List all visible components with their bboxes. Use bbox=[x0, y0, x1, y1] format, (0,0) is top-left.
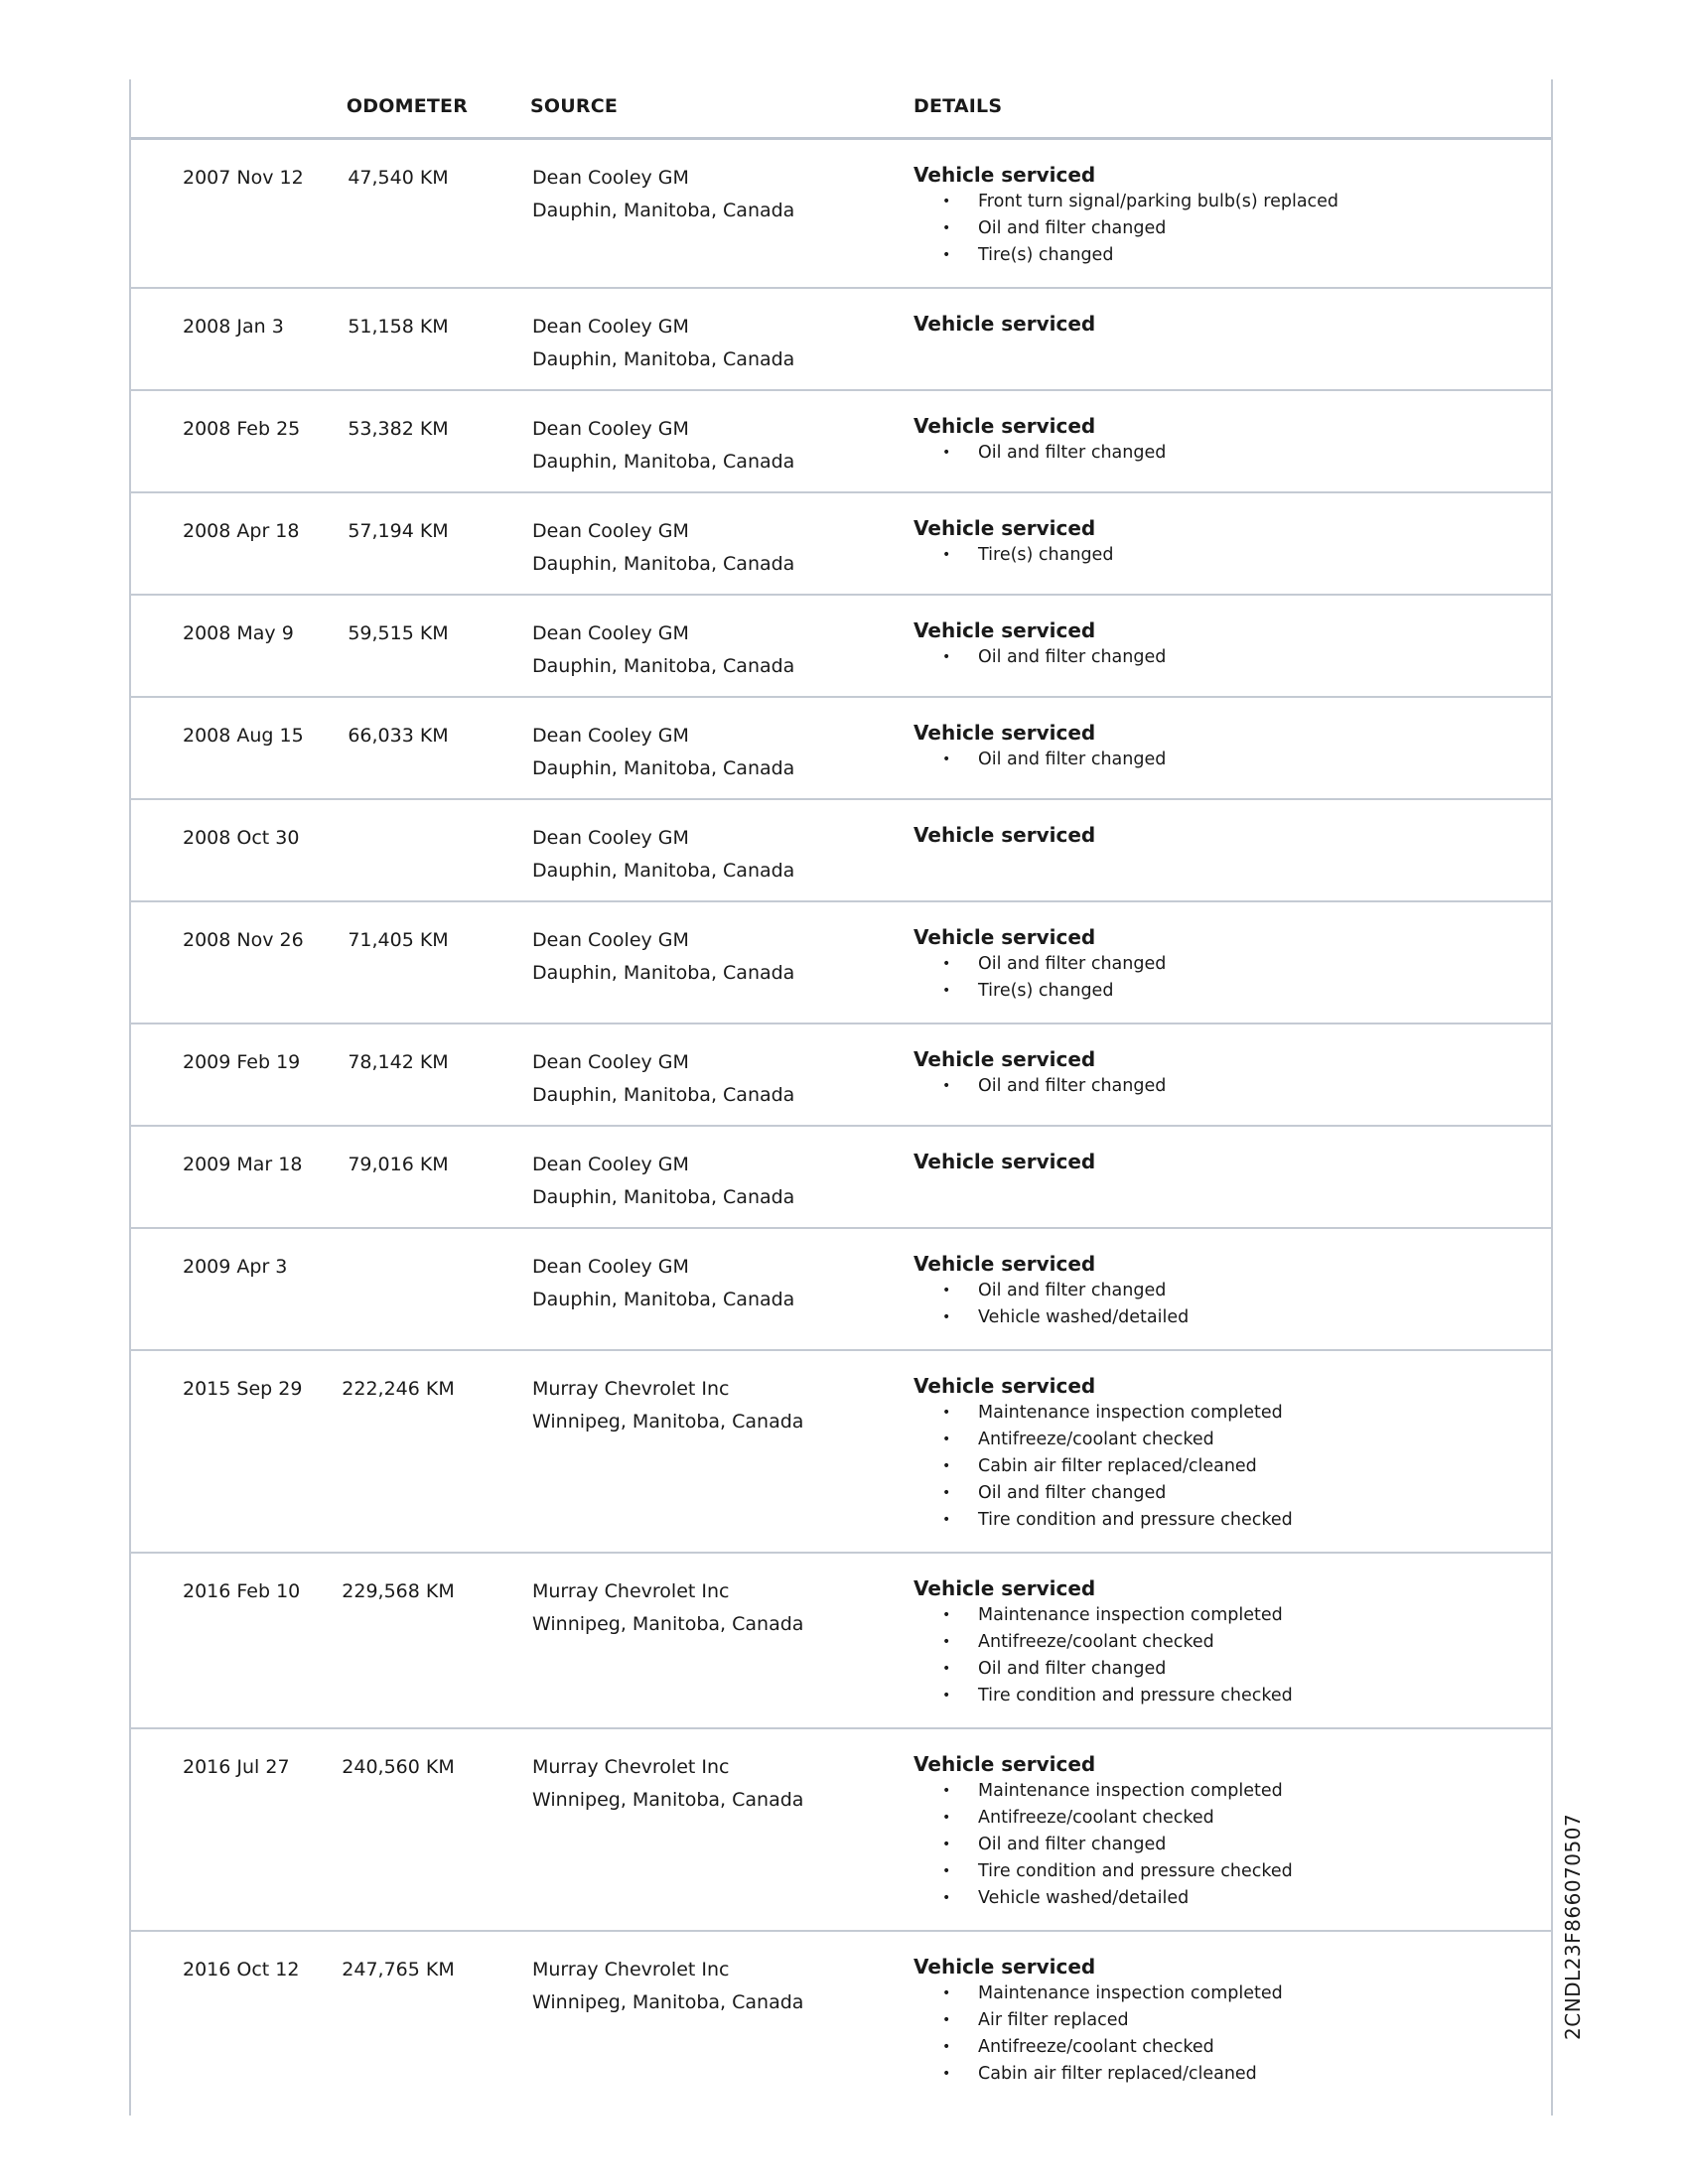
details-title: Vehicle serviced bbox=[914, 1252, 1096, 1276]
source-name: Dean Cooley GM bbox=[532, 167, 689, 189]
details-item-text: Oil and filter changed bbox=[978, 750, 1167, 769]
record-date: 2008 Feb 25 bbox=[183, 418, 301, 440]
record-details bbox=[914, 162, 1551, 269]
record-details bbox=[914, 1575, 1551, 1709]
bullet-icon: • bbox=[942, 956, 951, 972]
record-odometer: 51,158 KM bbox=[348, 316, 449, 338]
details-title: Vehicle serviced bbox=[914, 1955, 1096, 1979]
record-odometer: 59,515 KM bbox=[348, 622, 449, 644]
details-item-text: Antifreeze/coolant checked bbox=[978, 1808, 1214, 1828]
details-item-text: Tire(s) changed bbox=[978, 981, 1114, 1001]
record-details bbox=[914, 1751, 1551, 1912]
bullet-icon: • bbox=[942, 1810, 951, 1826]
table-row bbox=[131, 800, 1551, 902]
record-source bbox=[532, 311, 794, 376]
record-source bbox=[532, 822, 794, 887]
record-details bbox=[914, 617, 1551, 671]
bullet-icon: • bbox=[942, 1661, 951, 1677]
record-odometer: 247,765 KM bbox=[342, 1959, 455, 1980]
source-name: Murray Chevrolet Inc bbox=[532, 1378, 730, 1400]
record-odometer: 71,405 KM bbox=[348, 929, 449, 951]
record-details bbox=[914, 413, 1551, 467]
details-list-item bbox=[914, 1453, 1551, 1480]
details-list-item bbox=[914, 1805, 1551, 1832]
details-list bbox=[914, 189, 1551, 269]
source-location: Dauphin, Manitoba, Canada bbox=[532, 348, 795, 370]
table-row bbox=[131, 140, 1551, 289]
details-item-text: Vehicle washed/detailed bbox=[978, 1888, 1190, 1908]
details-list-item bbox=[914, 440, 1551, 467]
source-name: Dean Cooley GM bbox=[532, 1256, 689, 1278]
record-details bbox=[914, 720, 1551, 773]
record-details bbox=[914, 1251, 1551, 1331]
details-item-text: Tire condition and pressure checked bbox=[978, 1686, 1293, 1706]
details-list-item bbox=[914, 2034, 1551, 2061]
details-title: Vehicle serviced bbox=[914, 1150, 1096, 1173]
record-date: 2008 Aug 15 bbox=[183, 725, 304, 747]
table-row bbox=[131, 596, 1551, 698]
source-location: Winnipeg, Manitoba, Canada bbox=[532, 1411, 804, 1433]
details-list-item bbox=[914, 1073, 1551, 1100]
record-source bbox=[532, 1373, 803, 1438]
details-list-item bbox=[914, 242, 1551, 269]
details-item-text: Oil and filter changed bbox=[978, 218, 1167, 238]
details-title: Vehicle serviced bbox=[914, 1752, 1096, 1776]
details-list bbox=[914, 644, 1551, 671]
details-list bbox=[914, 747, 1551, 773]
source-name: Dean Cooley GM bbox=[532, 827, 689, 849]
details-title: Vehicle serviced bbox=[914, 721, 1096, 745]
record-date: 2008 Jan 3 bbox=[183, 316, 284, 338]
details-item-text: Cabin air filter replaced/cleaned bbox=[978, 2064, 1257, 2084]
record-date: 2016 Oct 12 bbox=[183, 1959, 300, 1980]
details-list-item bbox=[914, 951, 1551, 978]
bullet-icon: • bbox=[942, 2039, 951, 2055]
details-title: Vehicle serviced bbox=[914, 1576, 1096, 1600]
table-row bbox=[131, 1229, 1551, 1351]
column-header-odometer: ODOMETER bbox=[346, 95, 469, 117]
source-name: Dean Cooley GM bbox=[532, 418, 689, 440]
details-list-item bbox=[914, 1304, 1551, 1331]
details-item-text: Air filter replaced bbox=[978, 2010, 1129, 2030]
record-date: 2008 Oct 30 bbox=[183, 827, 300, 849]
bullet-icon: • bbox=[942, 2012, 951, 2028]
source-name: Dean Cooley GM bbox=[532, 520, 689, 542]
record-odometer: 79,016 KM bbox=[348, 1154, 449, 1175]
column-header-details: DETAILS bbox=[914, 95, 1003, 117]
table-row bbox=[131, 289, 1551, 391]
record-details bbox=[914, 1954, 1551, 2088]
table-row bbox=[131, 1024, 1551, 1127]
details-item-text: Maintenance inspection completed bbox=[978, 1781, 1283, 1801]
bullet-icon: • bbox=[942, 220, 951, 236]
record-details bbox=[914, 822, 1551, 849]
source-location: Dauphin, Manitoba, Canada bbox=[532, 757, 795, 779]
details-item-text: Tire(s) changed bbox=[978, 545, 1114, 565]
record-date: 2007 Nov 12 bbox=[183, 167, 304, 189]
record-source bbox=[532, 413, 794, 478]
column-header-source: SOURCE bbox=[530, 95, 619, 117]
record-odometer: 240,560 KM bbox=[342, 1756, 455, 1778]
table-row bbox=[131, 1729, 1551, 1932]
source-location: Winnipeg, Manitoba, Canada bbox=[532, 1991, 804, 2013]
source-location: Dauphin, Manitoba, Canada bbox=[532, 1186, 795, 1208]
details-item-text: Oil and filter changed bbox=[978, 1076, 1167, 1096]
record-odometer: 57,194 KM bbox=[348, 520, 449, 542]
source-location: Dauphin, Manitoba, Canada bbox=[532, 451, 795, 473]
record-details bbox=[914, 1046, 1551, 1100]
details-title: Vehicle serviced bbox=[914, 163, 1096, 187]
record-date: 2009 Apr 3 bbox=[183, 1256, 288, 1278]
bullet-icon: • bbox=[942, 247, 951, 263]
record-date: 2016 Jul 27 bbox=[183, 1756, 290, 1778]
details-item-text: Oil and filter changed bbox=[978, 1281, 1167, 1300]
table-row bbox=[131, 391, 1551, 493]
details-item-text: Cabin air filter replaced/cleaned bbox=[978, 1456, 1257, 1476]
bullet-icon: • bbox=[942, 1458, 951, 1474]
bullet-icon: • bbox=[942, 1283, 951, 1298]
details-list bbox=[914, 440, 1551, 467]
details-item-text: Oil and filter changed bbox=[978, 1483, 1167, 1503]
details-list-item bbox=[914, 1602, 1551, 1629]
record-date: 2008 Nov 26 bbox=[183, 929, 304, 951]
details-list-item bbox=[914, 978, 1551, 1005]
details-title: Vehicle serviced bbox=[914, 823, 1096, 847]
source-name: Dean Cooley GM bbox=[532, 929, 689, 951]
bullet-icon: • bbox=[942, 1890, 951, 1906]
bullet-icon: • bbox=[942, 1837, 951, 1852]
source-location: Dauphin, Manitoba, Canada bbox=[532, 860, 795, 882]
details-item-text: Front turn signal/parking bulb(s) replaced bbox=[978, 192, 1339, 211]
details-item-text: Oil and filter changed bbox=[978, 647, 1167, 667]
record-source bbox=[532, 1575, 803, 1641]
record-source bbox=[532, 1954, 803, 2019]
record-date: 2008 May 9 bbox=[183, 622, 294, 644]
record-details bbox=[914, 311, 1551, 338]
details-item-text: Maintenance inspection completed bbox=[978, 1403, 1283, 1423]
record-source bbox=[532, 720, 794, 785]
record-source bbox=[532, 1251, 794, 1316]
vin-label: 2CNDL23F866070507 bbox=[1561, 1813, 1585, 2040]
table-row bbox=[131, 1351, 1551, 1554]
details-list-item bbox=[914, 1278, 1551, 1304]
details-list-item bbox=[914, 2007, 1551, 2034]
source-name: Dean Cooley GM bbox=[532, 316, 689, 338]
details-list-item bbox=[914, 1427, 1551, 1453]
record-date: 2009 Mar 18 bbox=[183, 1154, 303, 1175]
details-item-text: Oil and filter changed bbox=[978, 1835, 1167, 1854]
details-title: Vehicle serviced bbox=[914, 516, 1096, 540]
details-list-item bbox=[914, 215, 1551, 242]
table-row bbox=[131, 1932, 1551, 2106]
details-item-text: Vehicle washed/detailed bbox=[978, 1307, 1190, 1327]
record-odometer: 229,568 KM bbox=[342, 1580, 455, 1602]
record-date: 2009 Feb 19 bbox=[183, 1051, 301, 1073]
source-name: Murray Chevrolet Inc bbox=[532, 1580, 730, 1602]
record-odometer: 222,246 KM bbox=[342, 1378, 455, 1400]
details-title: Vehicle serviced bbox=[914, 414, 1096, 438]
table-body bbox=[131, 140, 1551, 2106]
details-list-item bbox=[914, 1400, 1551, 1427]
details-list-item bbox=[914, 1778, 1551, 1805]
source-name: Dean Cooley GM bbox=[532, 1154, 689, 1175]
service-history-table bbox=[129, 79, 1553, 2116]
table-header bbox=[131, 79, 1551, 140]
table-row bbox=[131, 902, 1551, 1024]
details-list bbox=[914, 1278, 1551, 1331]
details-item-text: Antifreeze/coolant checked bbox=[978, 2037, 1214, 2057]
record-source bbox=[532, 924, 794, 990]
bullet-icon: • bbox=[942, 1688, 951, 1704]
details-list-item bbox=[914, 542, 1551, 569]
bullet-icon: • bbox=[942, 649, 951, 665]
details-item-text: Tire(s) changed bbox=[978, 245, 1114, 265]
record-source bbox=[532, 617, 794, 683]
details-item-text: Antifreeze/coolant checked bbox=[978, 1430, 1214, 1449]
details-list-item bbox=[914, 1683, 1551, 1709]
bullet-icon: • bbox=[942, 1309, 951, 1325]
details-list bbox=[914, 951, 1551, 1005]
bullet-icon: • bbox=[942, 1512, 951, 1528]
details-list-item bbox=[914, 2061, 1551, 2088]
details-item-text: Tire condition and pressure checked bbox=[978, 1861, 1293, 1881]
details-item-text: Oil and filter changed bbox=[978, 954, 1167, 974]
details-item-text: Oil and filter changed bbox=[978, 443, 1167, 463]
record-source bbox=[532, 162, 794, 227]
bullet-icon: • bbox=[942, 751, 951, 767]
details-list-item bbox=[914, 1656, 1551, 1683]
record-date: 2016 Feb 10 bbox=[183, 1580, 301, 1602]
record-details bbox=[914, 1149, 1551, 1175]
source-location: Winnipeg, Manitoba, Canada bbox=[532, 1613, 804, 1635]
bullet-icon: • bbox=[942, 194, 951, 209]
details-list-item bbox=[914, 747, 1551, 773]
source-name: Murray Chevrolet Inc bbox=[532, 1959, 730, 1980]
bullet-icon: • bbox=[942, 1432, 951, 1447]
details-title: Vehicle serviced bbox=[914, 925, 1096, 949]
table-row bbox=[131, 1554, 1551, 1729]
details-list-item bbox=[914, 1980, 1551, 2007]
record-details bbox=[914, 924, 1551, 1005]
details-list-item bbox=[914, 1507, 1551, 1534]
source-name: Dean Cooley GM bbox=[532, 622, 689, 644]
details-list-item bbox=[914, 1832, 1551, 1858]
source-location: Dauphin, Manitoba, Canada bbox=[532, 962, 795, 984]
bullet-icon: • bbox=[942, 1078, 951, 1094]
bullet-icon: • bbox=[942, 1485, 951, 1501]
details-list bbox=[914, 1778, 1551, 1912]
details-list bbox=[914, 1073, 1551, 1100]
bullet-icon: • bbox=[942, 1634, 951, 1650]
details-list-item bbox=[914, 1629, 1551, 1656]
bullet-icon: • bbox=[942, 1863, 951, 1879]
record-odometer: 66,033 KM bbox=[348, 725, 449, 747]
source-location: Dauphin, Manitoba, Canada bbox=[532, 1084, 795, 1106]
details-list-item bbox=[914, 1885, 1551, 1912]
record-source bbox=[532, 515, 794, 581]
table-row bbox=[131, 1127, 1551, 1229]
record-odometer: 53,382 KM bbox=[348, 418, 449, 440]
record-date: 2008 Apr 18 bbox=[183, 520, 300, 542]
record-odometer: 78,142 KM bbox=[348, 1051, 449, 1073]
record-date: 2015 Sep 29 bbox=[183, 1378, 303, 1400]
source-location: Winnipeg, Manitoba, Canada bbox=[532, 1789, 804, 1811]
details-list-item bbox=[914, 189, 1551, 215]
details-title: Vehicle serviced bbox=[914, 618, 1096, 642]
bullet-icon: • bbox=[942, 1607, 951, 1623]
details-title: Vehicle serviced bbox=[914, 1374, 1096, 1398]
details-item-text: Maintenance inspection completed bbox=[978, 1983, 1283, 2003]
record-source bbox=[532, 1149, 794, 1214]
table-row bbox=[131, 698, 1551, 800]
record-source bbox=[532, 1751, 803, 1817]
source-name: Dean Cooley GM bbox=[532, 1051, 689, 1073]
bullet-icon: • bbox=[942, 1985, 951, 2001]
bullet-icon: • bbox=[942, 983, 951, 999]
details-item-text: Oil and filter changed bbox=[978, 1659, 1167, 1679]
record-source bbox=[532, 1046, 794, 1112]
record-details bbox=[914, 1373, 1551, 1534]
bullet-icon: • bbox=[942, 547, 951, 563]
source-location: Dauphin, Manitoba, Canada bbox=[532, 553, 795, 575]
details-list-item bbox=[914, 1480, 1551, 1507]
table-row bbox=[131, 493, 1551, 596]
source-name: Dean Cooley GM bbox=[532, 725, 689, 747]
source-name: Murray Chevrolet Inc bbox=[532, 1756, 730, 1778]
bullet-icon: • bbox=[942, 1405, 951, 1421]
details-list bbox=[914, 542, 1551, 569]
source-location: Dauphin, Manitoba, Canada bbox=[532, 200, 795, 221]
details-item-text: Maintenance inspection completed bbox=[978, 1605, 1283, 1625]
details-item-text: Tire condition and pressure checked bbox=[978, 1510, 1293, 1530]
source-location: Dauphin, Manitoba, Canada bbox=[532, 655, 795, 677]
record-odometer: 47,540 KM bbox=[348, 167, 449, 189]
source-location: Dauphin, Manitoba, Canada bbox=[532, 1289, 795, 1310]
details-list bbox=[914, 1980, 1551, 2088]
details-item-text: Antifreeze/coolant checked bbox=[978, 1632, 1214, 1652]
bullet-icon: • bbox=[942, 1783, 951, 1799]
bullet-icon: • bbox=[942, 2066, 951, 2082]
details-title: Vehicle serviced bbox=[914, 312, 1096, 336]
details-list bbox=[914, 1400, 1551, 1534]
bullet-icon: • bbox=[942, 445, 951, 461]
details-list bbox=[914, 1602, 1551, 1709]
details-title: Vehicle serviced bbox=[914, 1047, 1096, 1071]
record-details bbox=[914, 515, 1551, 569]
details-list-item bbox=[914, 644, 1551, 671]
details-list-item bbox=[914, 1858, 1551, 1885]
